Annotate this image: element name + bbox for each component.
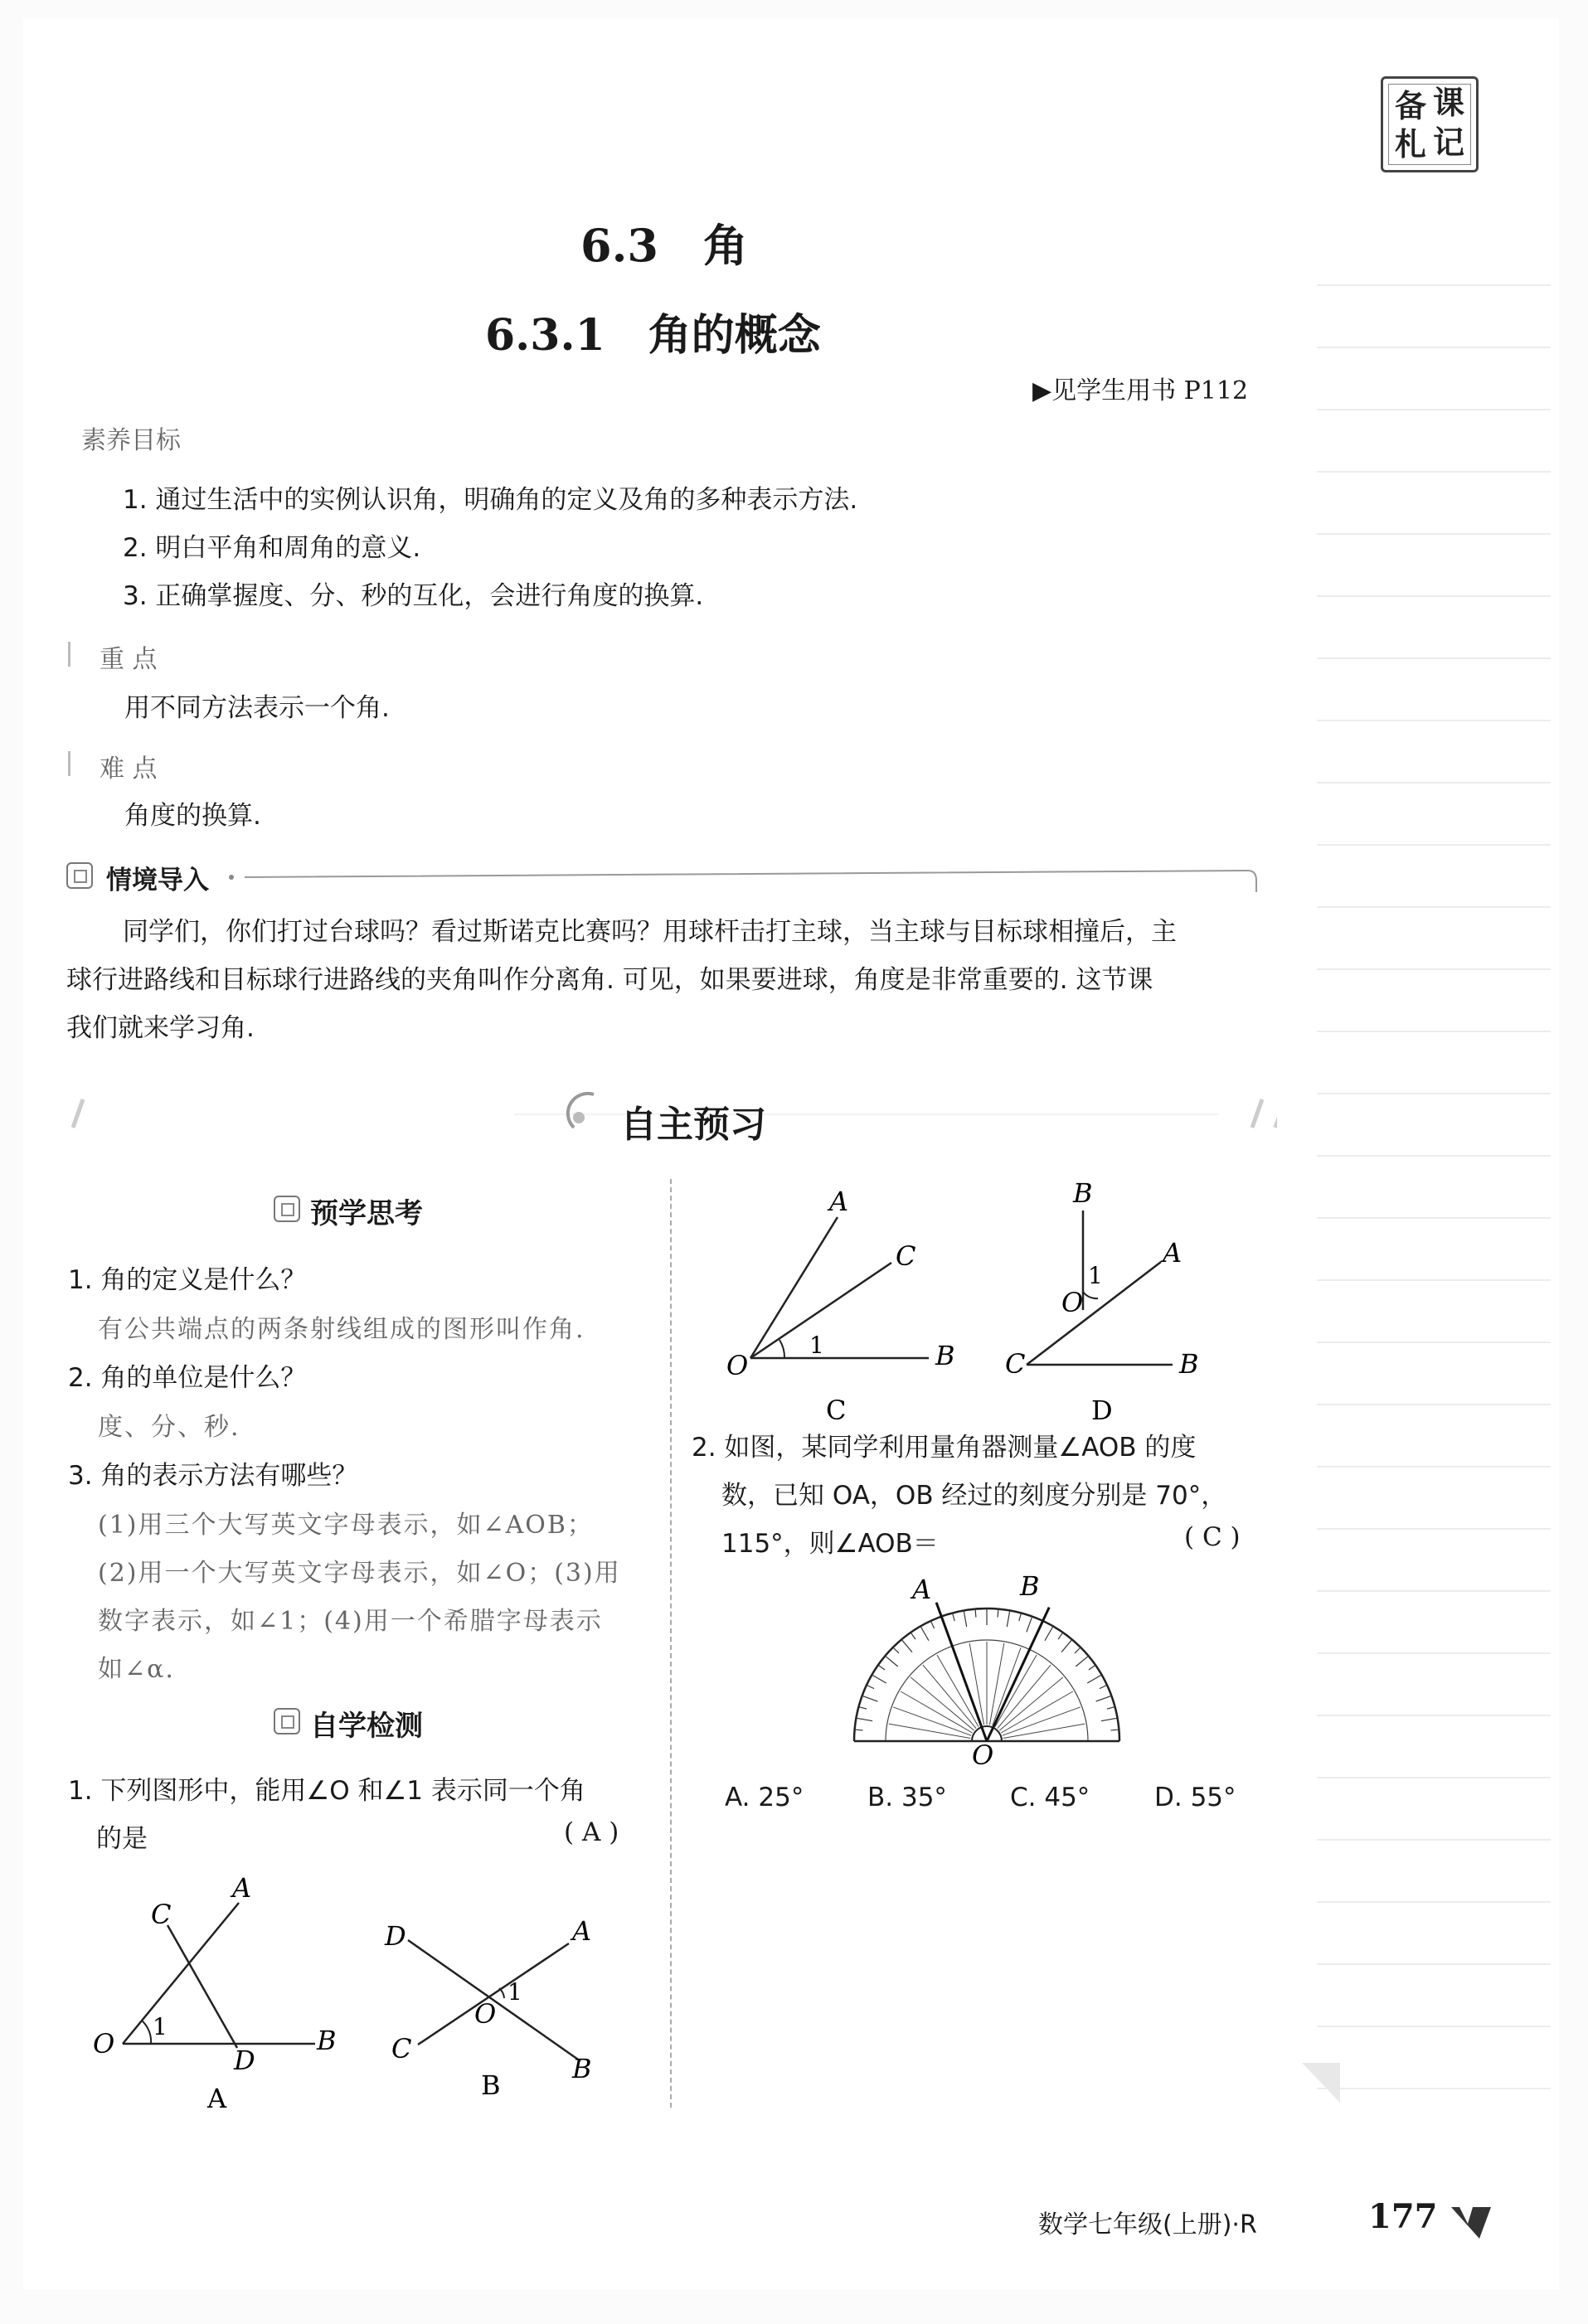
fig-d-label: C [1005, 1348, 1026, 1380]
fig-c-label: B [935, 1340, 955, 1371]
fig-b-label: D [385, 1920, 406, 1952]
check-answer-2: ( C ) [1184, 1522, 1241, 1552]
check-question-2-cont: 数，已知 OA，OB 经过的刻度分别是 70°， [721, 1481, 1227, 1511]
intro-label: 情境导入 [106, 866, 209, 895]
figure-c [713, 1176, 987, 1433]
fig-b-caption: B [481, 2069, 501, 2101]
protractor-tick [975, 1609, 976, 1618]
intro-line: 我们就来学习角. [66, 1013, 255, 1043]
difficulty-bar [68, 751, 70, 776]
think-answer-line: (1)用三个大写英文字母表示，如∠AOB； [98, 1511, 594, 1540]
notes-stamp-char: 备 [1395, 88, 1427, 124]
think-question: 3. 角的表示方法有哪些？ [68, 1461, 358, 1491]
protractor-tick [1058, 1633, 1063, 1639]
check-heading: 自学检测 [310, 1710, 423, 1743]
protractor-tick [1061, 1639, 1072, 1652]
check-question-2-cont: 115°，则∠AOB＝ [721, 1529, 939, 1559]
protractor-label: A [912, 1574, 932, 1605]
protractor-ray-ob [987, 1608, 1049, 1741]
fig-c-label: C [896, 1240, 916, 1272]
protractor-spoke [923, 1665, 976, 1729]
protractor-tick [1019, 1613, 1022, 1621]
think-answer-line: (2)用一个大写英文字母表示，如∠O；(3)用 [98, 1559, 621, 1588]
protractor-figure [838, 1567, 1153, 1766]
option-b: B. 35° [867, 1783, 947, 1812]
goal-item: 1. 通过生活中的实例认识角，明确角的定义及角的多种表示方法. [123, 485, 858, 515]
fig-d-label: B [1073, 1177, 1093, 1209]
protractor-tick [878, 1665, 885, 1670]
protractor-label: B [1020, 1570, 1040, 1602]
protractor-tick [885, 1656, 897, 1667]
student-book-ref: ▶见学生用书 P112 [1032, 376, 1249, 405]
notes-stamp-char: 记 [1433, 124, 1465, 161]
fig-d-label: B [1179, 1348, 1199, 1380]
think-answer-line: 如∠α. [98, 1655, 175, 1684]
intro-icon [66, 862, 93, 889]
option-a: A. 25° [725, 1783, 804, 1812]
protractor-tick [1027, 1617, 1032, 1633]
protractor-spoke [999, 1677, 1063, 1730]
protractor-tick [964, 1610, 966, 1627]
protractor-tick [1075, 1647, 1081, 1653]
fig-a-label: A [232, 1872, 252, 1904]
section-title: 6.3 角 [580, 219, 748, 272]
check-question-2: 2. 如图，某同学利用量角器测量∠AOB 的度 [692, 1433, 1197, 1463]
corner-fold-deco [1294, 2060, 1343, 2109]
option-c: C. 45° [1010, 1783, 1090, 1812]
figure-a [83, 1857, 357, 2114]
protractor-tick [867, 1685, 874, 1688]
key-point-bar [68, 642, 70, 667]
key-point-label: 重 点 [100, 645, 158, 674]
intro-divider [228, 862, 1265, 904]
preview-heading: 自主预习 [620, 1104, 766, 1146]
fig-b-label: B [572, 2053, 592, 2084]
fig-b-label: A [572, 1915, 592, 1947]
subsection-title: 6.3.1 角的概念 [485, 310, 821, 361]
think-question: 2. 角的单位是什么？ [68, 1363, 307, 1393]
fig-d-label: O [1061, 1287, 1084, 1318]
fig-a-label: D [234, 2045, 255, 2076]
figure-d [995, 1169, 1269, 1426]
page-number: 177 [1368, 2197, 1438, 2236]
fig-a-label: 1 [153, 2013, 168, 2040]
protractor-tick [1045, 1626, 1053, 1640]
fig-d-label: A [1163, 1237, 1183, 1269]
protractor-label: O [972, 1739, 994, 1766]
protractor-tick [920, 1626, 929, 1640]
fig-a-label: C [151, 1899, 172, 1930]
protractor-tick [1101, 1718, 1118, 1720]
protractor-tick [1076, 1656, 1088, 1667]
protractor-spoke [911, 1677, 974, 1730]
fig-c-caption: C [826, 1395, 847, 1426]
fig-b-label: C [391, 2033, 412, 2064]
fig-a-label: B [317, 2025, 337, 2056]
protractor-tick [930, 1621, 934, 1628]
check-question-1-cont: 的是 [96, 1824, 148, 1854]
notes-stamp-char: 课 [1433, 85, 1465, 121]
key-point-text: 用不同方法表示一个角. [124, 693, 390, 723]
protractor-tick [901, 1639, 912, 1652]
fig-a-label: O [93, 2028, 115, 2060]
notes-stamp [1381, 76, 1479, 172]
fig-a-caption: A [207, 2083, 227, 2114]
fig-c-label: 1 [809, 1332, 824, 1359]
fig-c-label: O [726, 1350, 749, 1381]
fig-c-label: A [829, 1186, 849, 1217]
notes-stamp-char: 札 [1395, 126, 1427, 163]
option-d: D. 55° [1154, 1783, 1236, 1812]
fig-b-label: 1 [507, 1978, 522, 2006]
think-question: 1. 角的定义是什么？ [68, 1265, 307, 1295]
difficulty-label: 难 点 [100, 754, 158, 784]
intro-line: 球行进路线和目标球行进路线的夹角叫作分离角. 可见，如果要进球，角度是非常重要的. 这节课 [66, 965, 1153, 995]
think-heading: 预学思考 [310, 1197, 423, 1230]
protractor-tick [1096, 1696, 1112, 1701]
notes-margin-lines [1317, 224, 1551, 2106]
footer-arrow-icon [1443, 2195, 1501, 2245]
protractor-tick [1100, 1685, 1107, 1688]
think-answer: 有公共端点的两条射线组成的图形叫作角. [98, 1315, 585, 1344]
check-answer-1: ( A ) [564, 1817, 619, 1847]
protractor-tick [1007, 1610, 1009, 1627]
protractor-tick [1087, 1675, 1101, 1683]
column-divider [670, 1179, 672, 2108]
intro-line: 同学们，你们打过台球吗？看过斯诺克比赛吗？用球杆击打主球，当主球与目标球相撞后，主 [123, 917, 1177, 947]
protractor-tick [858, 1707, 867, 1710]
check-icon [274, 1708, 300, 1735]
protractor-spoke [998, 1665, 1051, 1729]
protractor-tick [862, 1696, 878, 1701]
goal-item: 2. 明白平角和周角的意义. [123, 533, 421, 563]
figure-b [373, 1907, 647, 2114]
difficulty-text: 角度的换算. [124, 801, 261, 831]
fig-d-label: 1 [1088, 1262, 1103, 1289]
goal-item: 3. 正确掌握度、分、秒的互化，会进行角度的换算. [123, 581, 704, 611]
fig-d-caption: D [1091, 1395, 1113, 1426]
protractor-tick [893, 1647, 899, 1653]
goals-label: 素养目标 [81, 426, 181, 455]
think-answer: 度、分、秒. [98, 1413, 240, 1442]
footer-book-title: 数学七年级(上册)·R [1038, 2210, 1257, 2239]
protractor-tick [1107, 1707, 1115, 1710]
protractor-tick [872, 1675, 886, 1683]
protractor-tick [911, 1633, 915, 1639]
think-answer-line: 数字表示，如∠1；(4)用一个希腊字母表示 [98, 1607, 603, 1636]
think-icon [274, 1196, 300, 1222]
check-question-1: 1. 下列图形中，能用∠O 和∠1 表示同一个角 [68, 1776, 585, 1806]
protractor-tick [1089, 1665, 1095, 1670]
protractor-tick [856, 1718, 872, 1720]
protractor-tick [953, 1613, 955, 1621]
fig-b-label: O [474, 1998, 497, 2030]
